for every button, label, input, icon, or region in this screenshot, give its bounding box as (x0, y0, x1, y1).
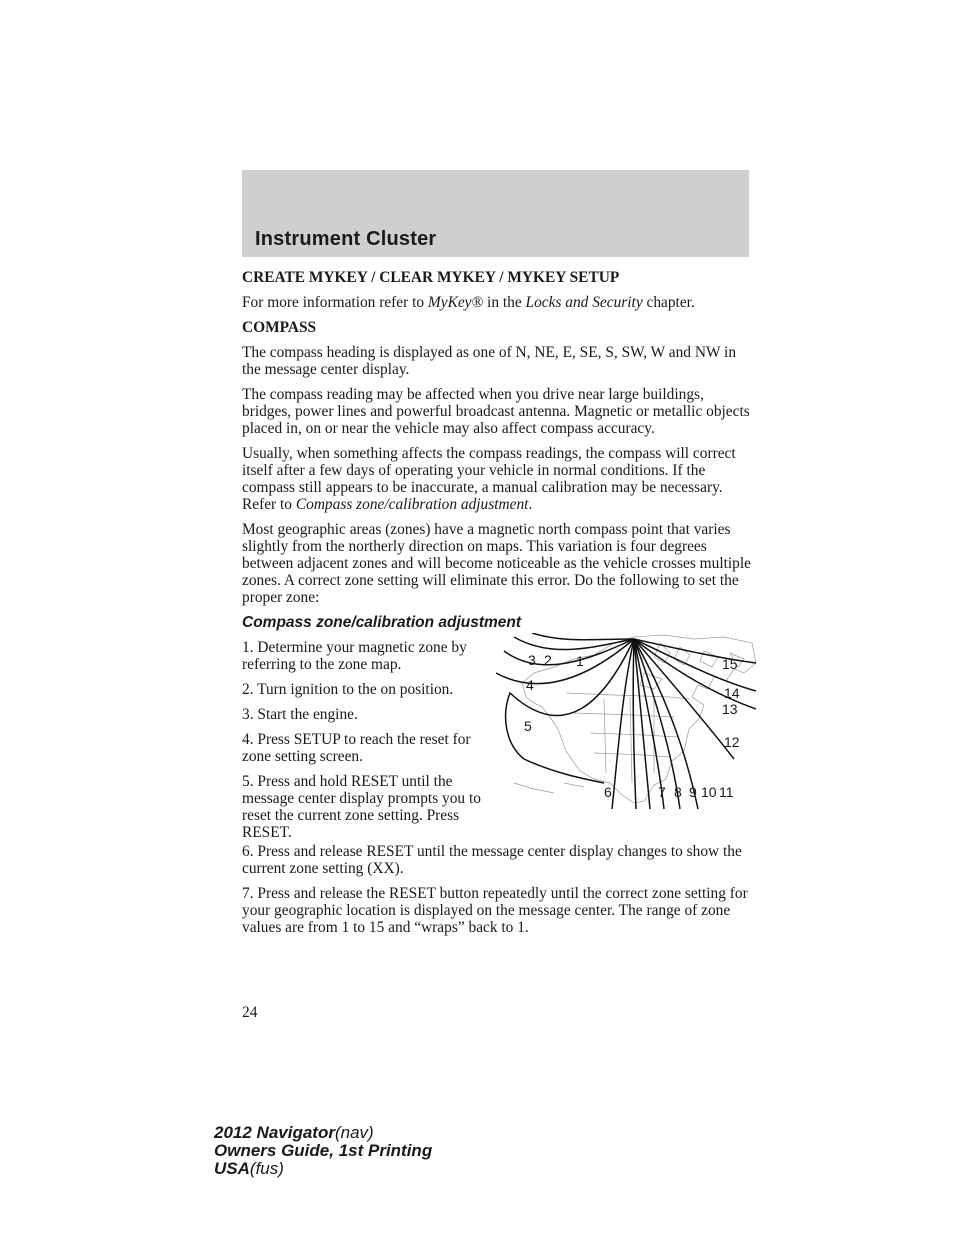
para3-text: Usually, when something affects the compass readings, the compass will correct itself after a few days of operating your vehicle in normal conditions. If the compass still appears to be inaccurate, a manual calibration may be necessary. Refer to (242, 445, 736, 513)
zone-label-7: 7 (658, 784, 666, 800)
zone-label-8: 8 (674, 784, 682, 800)
step-2: 2. Turn ignition to the on position. (242, 681, 454, 698)
locks-security-ref: Locks and Security (525, 294, 643, 311)
footer-model-code: (nav) (334, 1123, 374, 1142)
zone-label-1: 1 (576, 653, 584, 669)
compass-paragraph-1: The compass heading is displayed as one of N, NE, E, SE, S, SW, W and NW in the message center display. (242, 344, 737, 378)
zone-label-6: 6 (604, 784, 612, 800)
zone-map (494, 633, 756, 809)
subheading-calibration: Compass zone/calibration adjustment (242, 614, 522, 631)
heading-compass: COMPASS (242, 319, 317, 336)
page-number: 24 (242, 1004, 258, 1021)
footer-line-3 (214, 1160, 432, 1178)
step-6: 6. Press and release RESET until the message center display changes to show the current zone setting (XX). (242, 843, 742, 877)
steps-list-left (242, 639, 497, 849)
mykey-text-post: chapter. (642, 294, 695, 311)
zone-label-3: 3 (528, 652, 536, 668)
step-3: 3. Start the engine. (242, 706, 358, 723)
step-4: 4. Press SETUP to reach the reset for zone setting screen. (242, 731, 471, 765)
mykey-ref: MyKey® (427, 294, 484, 311)
footer-market-code: (fus) (249, 1159, 284, 1178)
zone-map-graphic (494, 633, 756, 809)
calibration-ref: Compass zone/calibration adjustment (295, 496, 529, 513)
footer-imprint (214, 1124, 432, 1178)
compass-paragraph-4: Most geographic areas (zones) have a magnetic north compass point that varies slightly from the northerly direction on maps. This variation is four degrees between adjacent zones and will become noticeable as the vehicle crosses multiple zones. A correct zone setting will eliminate this error. Do the following to set the proper zone: (242, 521, 751, 606)
page-content (242, 269, 752, 944)
section-title: Instrument Cluster (255, 228, 437, 250)
zone-label-4: 4 (526, 677, 534, 693)
zone-label-5: 5 (524, 718, 532, 734)
footer-market: USA (214, 1159, 250, 1178)
zone-label-12: 12 (724, 734, 740, 750)
footer-model: 2012 Navigator (214, 1123, 335, 1142)
zone-label-11: 11 (719, 784, 734, 800)
zone-label-9: 9 (689, 784, 697, 800)
zone-label-13: 13 (722, 701, 738, 717)
section-header-band (242, 170, 749, 257)
para3-end: . (528, 496, 533, 513)
step-7: 7. Press and release the RESET button repeatedly until the correct zone setting for your geographic location is displayed on the message center. The range of zone values are from 1 to 15 and “wraps” back to 1. (242, 885, 748, 936)
steps-with-map (242, 639, 752, 841)
compass-paragraph-3 (242, 445, 752, 513)
mykey-text-pre: For more information refer to (242, 294, 428, 311)
step-1: 1. Determine your magnetic zone by referring to the zone map. (242, 639, 467, 673)
compass-paragraph-2: The compass reading may be affected when you drive near large buildings, bridges, power lines and powerful broadcast antenna. Magnetic or metallic objects placed in, on or near the vehicle may also affect compass accuracy. (242, 386, 750, 437)
zone-label-2: 2 (544, 652, 552, 668)
footer-guide: Owners Guide, 1st Printing (214, 1141, 433, 1160)
step-5: 5. Press and hold RESET until the message center display prompts you to reset the current zone setting. Press RESET. (242, 773, 481, 841)
zone-label-14: 14 (724, 685, 740, 701)
mykey-text-mid: in the (483, 294, 526, 311)
zone-label-15: 15 (722, 656, 738, 672)
heading-mykey: CREATE MYKEY / CLEAR MYKEY / MYKEY SETUP (242, 269, 620, 286)
footer-line-1 (214, 1124, 432, 1142)
mykey-paragraph (242, 294, 752, 311)
zone-label-10: 10 (701, 784, 717, 800)
